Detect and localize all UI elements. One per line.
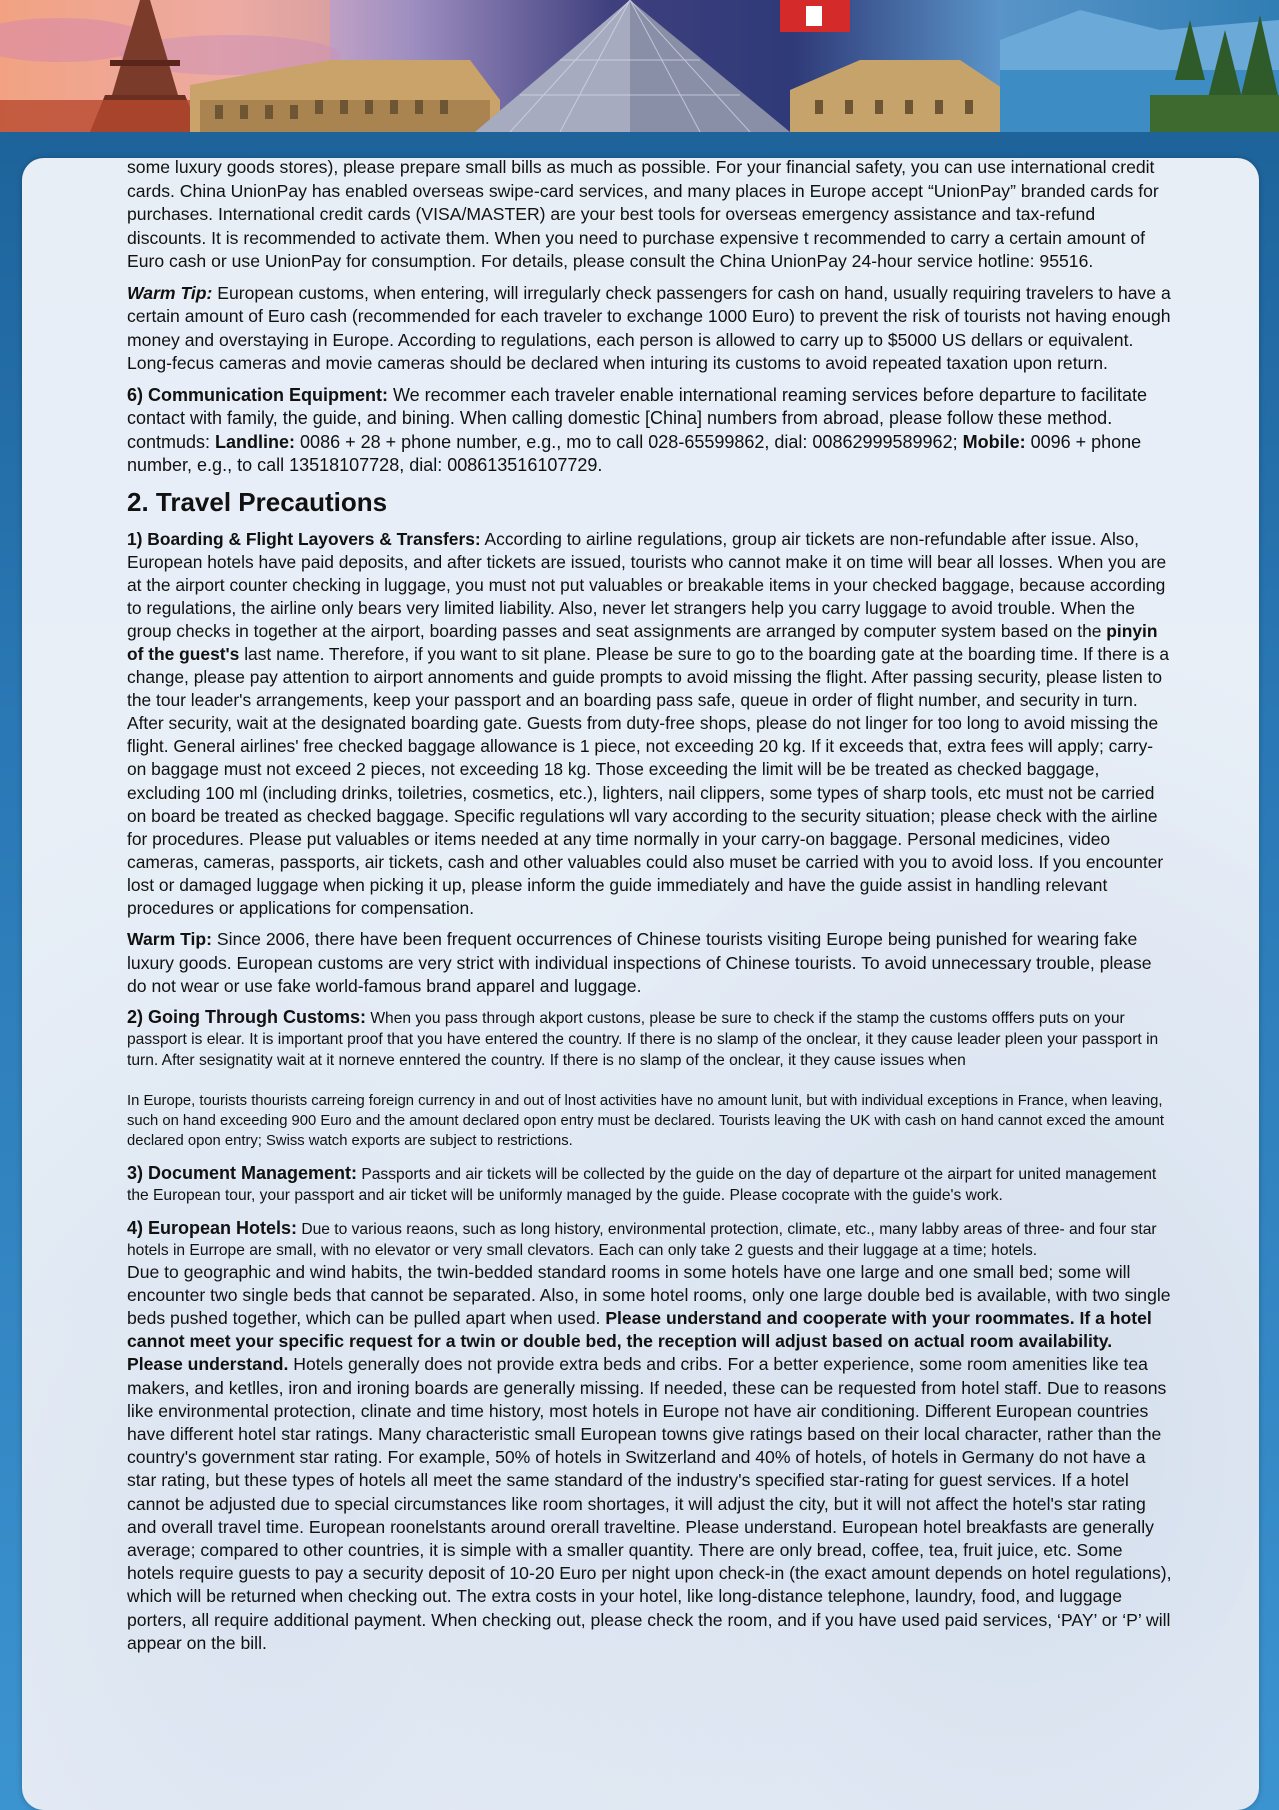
warm-tip-label: Warm Tip: bbox=[127, 929, 213, 950]
warm-tip-fake-goods-paragraph bbox=[127, 928, 1172, 999]
header-banner-image bbox=[0, 0, 1279, 132]
boarding-label: 1) Boarding & Flight Layovers & Transfers: bbox=[127, 528, 481, 549]
document-management-label: 3) Document Management: bbox=[127, 1162, 358, 1183]
finance-paragraph bbox=[127, 156, 1172, 274]
boarding-text-part-a: According to airline regulations, group air tickets are non-refundable after issue. Also, European hotels have paid deposits, and after tickets are issued, tourists who cannot make it on time will bear all losses. When you are at the airport counter checking in luggage, you must not put valuables or breakable items in your checked baggage, because according to regulations, the airline only bears very limited liability. Also, never let strangers help you carry luggage to avoid trouble. When the group checks in together at the airport, boarding passes and seat assignments are arranged by computer system based on the bbox=[127, 528, 1167, 641]
hotels-label: 4) European Hotels: bbox=[127, 1217, 298, 1238]
hotels-text-bold: Please understand and cooperate with your roommates. If a hotel cannot meet your specific request for a twin or double bed, the reception will adjust based on actual room availability. Please understand. bbox=[127, 1308, 1152, 1375]
communication-label: 6) Communication Equipment: bbox=[127, 384, 388, 405]
warm-tip-label: Warm Tip: bbox=[127, 282, 213, 303]
customs-text: When you pass through akport custons, please be sure to check if the stamp the customs offfers puts on your passport is elear. It is important proof that you have entered the country. If there is no slamp of the onclear, it they cause leader pleen your passport in turn. After sesignatity wait at it norneve enntered the country. If there is no slamp of the onclear, it they cause issues when bbox=[127, 1009, 1159, 1069]
boarding-text-bold: pinyin of the guest's bbox=[127, 620, 1158, 664]
mobile-text: 0096 + phone number, e.g., to call 13518107728, dial: 008613516107729. bbox=[127, 431, 1142, 475]
boarding-paragraph bbox=[127, 528, 1172, 921]
warm-tip-text: Since 2006, there have been frequent occurrences of Chinese tourists visiting Europe being punished for wearing fake luxury goods. European customs are very strict with individual inspections of Chinese tourists. To avoid unnecessary trouble, please do not wear or use fake world-famous brand apparel and luggage. bbox=[127, 929, 1152, 997]
communication-paragraph bbox=[127, 384, 1172, 478]
currency-text: In Europe, tourists thourists carreing foreign currency in and out of lnost activities have no amount lunit, but with individual exceptions in France, when leaving, such on hand exceeding 900 Euro and the amount declared opon entry must be declared. Tourists leaving the UK with cash on hand cannot exced the amount declared opon entry; Swiss watch exports are subject to restrictions. bbox=[127, 1092, 1165, 1149]
section-heading-travel-precautions: 2. Travel Precautions bbox=[127, 486, 388, 517]
customs-paragraph bbox=[127, 1007, 1172, 1071]
customs-label: 2) Going Through Customs: bbox=[127, 1006, 366, 1027]
mobile-label: Mobile: bbox=[962, 431, 1026, 452]
communication-text: We recommer each traveler enable international reaming services before departure to facilitate contact with family, the guide, and bining. When calling domestic [China] numbers from abroad, please follow these method. contmuds: bbox=[127, 384, 1148, 452]
finance-text: some luxury goods stores), please prepare small bills as much as possible. For your financial safety, you can use international credit cards. China UnionPay has enabled overseas swipe-card services, and many places in Europe accept “UnionPay” branded cards for purchases. International credit cards (VISA/MASTER) are your best tools for overseas emergency assistance and tax-refund discounts. It is recommended to activate them. When you need to purchase expensive t recommended to carry a certain amount of Euro cash or use UnionPay for consumption. For details, please consult the China UnionPay 24-hour service hotline: 95516. bbox=[127, 157, 1159, 271]
banner-illustration bbox=[0, 0, 1279, 132]
hotels-intro-text: Due to various reaons, such as long history, environmental protection, climate, etc., many labby areas of three- and four star hotels in Eurrope are small, with no elevator or very small clevators. Each can only take 2 guests and their luggage at a time; hotels. bbox=[127, 1220, 1157, 1259]
document-management-paragraph bbox=[127, 1163, 1172, 1206]
warm-tip-customs-paragraph bbox=[127, 282, 1172, 376]
warm-tip-text: European customs, when entering, will irregularly check passengers for cash on hand, usually requiring travelers to have a certain amount of Euro cash (recommended for each traveler to exchange 1000 Euro) to prevent the risk of tourists not having enough money and overstaying in Europe. According to regulations, each person is allowed to carry up to $5000 US dellars or equivalent. Long-fecus cameras and movie cameras should be declared when inturing its customs to avoid repeated taxation upon return. bbox=[127, 282, 1171, 373]
hotels-intro-paragraph bbox=[127, 1218, 1172, 1261]
hotels-details-paragraph bbox=[127, 1261, 1172, 1655]
landline-label: Landline: bbox=[215, 431, 296, 452]
hotels-text-part-b: Due to geographic and wind habits, the twin-bedded standard rooms in some hotels have one large and one small bed; some will encounter two single beds that cannot be separated. Also, in some hotel rooms, only one large double bed is available, with two single beds pushed together, which can be pulled apart when used. bbox=[127, 1261, 1171, 1328]
currency-paragraph bbox=[127, 1091, 1172, 1151]
hotels-text-part-c: Hotels generally does not provide extra beds and cribs. For a better experience, some room amenities like tea makers, and ketlles, iron and ironing boards are generally missing. If needed, these can be requested from hotel staff. Due to reasons like environmental protection, clinate and time history, most hotels in Europe not have air conditioning. Different European countries have different hotel star ratings. Many characteristic small European towns give ratings based on their local character, rather than the country's government star rating. For example, 50% of hotels in Switzerland and 40% of hotels, of hotels in Germany do not have a star rating, but these types of hotels all meet the same standard of the industry's specified star-rating for guest services. If a hotel cannot be adjusted due to special circumstances like room shortages, it will adjust the city, but it will not affect the hotel's star rating and overall travel time. European roonelstants around orerall traveltine. Please understand. European hotel breakfasts are generally average; compared to other countries, it is simple with a smaller quantity. There are only bread, coffee, tea, fruit juice, etc. Some hotels require guests to pay a security deposit of 10-20 Euro per night upon check-in (the exact amount depends on hotel regulations), which will be returned when checking out. The extra costs in your hotel, like long-distance telephone, laundry, food, and luggage porters, all require additional payment. When checking out, please check the room, and if you have used paid services, ‘PAY’ or ‘P’ will appear on the bill. bbox=[127, 1354, 1172, 1653]
document-body bbox=[127, 156, 1172, 1663]
boarding-text-part-b: last name. Therefore, if you want to sit plane. Please be sure to go to the boarding gate at the boarding time. If there is a change, please pay attention to airport annoments and guide prompts to avoid missing the flight. After passing security, please listen to the tour leader's arrangements, keep your passport and an boarding pass safe, queue in order of flight number, and security in turn. After security, wait at the designated boarding gate. Guests from duty-free shops, please do not linger for too long to avoid missing the flight. General airlines' free checked baggage allowance is 1 piece, not exceeding 20 kg. If it exceeds that, extra fees will apply; carry-on baggage must not exceed 2 pieces, not exceeding 18 kg. Those exceeding the limit will be be treated as checked baggage, excluding 100 ml (including drinks, toiletries, cosmetics, etc.), lighters, nail clippers, some types of sharp tools, etc must not be carried on board be treated as checked baggage. Specific regulations wll vary according to the security situation; please check with the airline for procedures. Please put valuables or items needed at any time normally in your carry-on baggage. Personal medicines, video cameras, cameras, passports, air tickets, cash and other valuables could also muset be carried with you to avoid loss. If you encounter lost or damaged luggage when picking it up, please inform the guide immediately and have the guide assist in handling relevant procedures or applications for compensation. bbox=[127, 643, 1170, 918]
document-management-text: Passports and air tickets will be collected by the guide on the day of departure ot the airpart for united management the European tour, your passport and air ticket will be uniformly managed by the guide. Please cocoprate with the guide's work. bbox=[127, 1165, 1157, 1204]
landline-text: 0086 + 28 + phone number, e.g., mo to call 028-65599862, dial: 00862999589962; bbox=[295, 431, 963, 452]
